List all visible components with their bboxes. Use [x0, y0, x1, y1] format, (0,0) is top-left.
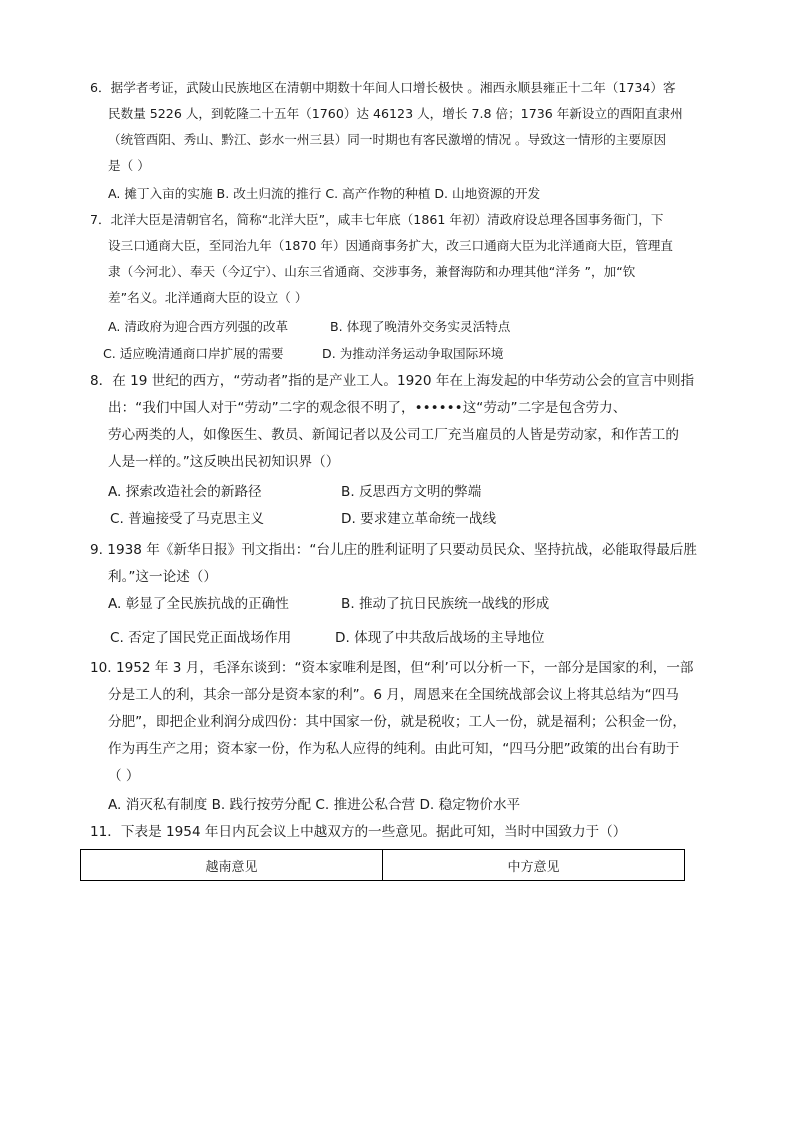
- q9-line-1: 9. 1938 年《新华日报》刊文指出：“台儿庄的胜利证明了只要动员民众、坚持抗战，必能取得最后胜: [90, 542, 697, 558]
- q10-line-1: 10. 1952 年 3 月，毛泽东谈到：“资本家唯利是图，但“利’可以分析一下，一部分是国家的利，一部: [90, 660, 694, 676]
- q6-line-3: （统管酉阳、秀山、黔江、彭水一州三县）同一时期也有客民激增的情况 。导致这一情形的主要原因: [108, 132, 667, 147]
- q8-line-1: 8．在 19 世纪的西方，“劳动者”指的是产业工人。1920 年在上海发起的中华劳动公会的宣言中则指: [90, 373, 695, 389]
- q9-option-d: D. 体现了中共敌后战场的主导地位: [335, 630, 545, 646]
- q9-option-a: A. 彰显了全民族抗战的正确性: [108, 596, 289, 612]
- q10-line-2: 分是工人的利，其余一部分是资本家的利”。6 月，周恩来在全国统战部会议上将其总结为“四马: [108, 687, 679, 703]
- q8-line-2: 出：“我们中国人对于“劳动”二字的观念很不明了，••••••这“劳动”二字是包含劳力、: [108, 400, 627, 416]
- q7-option-b: B. 体现了晚清外交务实灵活特点: [330, 319, 511, 334]
- q11-line-1: 11．下表是 1954 年日内瓦会议上中越双方的一些意见。据此可知，当时中国致力于（）: [90, 824, 627, 840]
- q7-option-d: D. 为推动洋务运动争取国际环境: [322, 346, 504, 361]
- table-header-china: 中方意见: [383, 850, 685, 881]
- q10-line-3: 分肥”，即把企业利润分成四份：其中国家一份，就是税收；工人一份，就是福利；公积金一份，: [108, 714, 686, 730]
- q8-line-3: 劳心两类的人，如像医生、教员、新闻记者以及公司工厂充当雇员的人皆是劳动家，和作苦工的: [108, 427, 679, 443]
- q7-option-c: C. 适应晚清通商口岸扩展的需要: [103, 346, 284, 361]
- table-header-vietnam: 越南意见: [81, 850, 383, 881]
- q8-option-a: A. 探索改造社会的新路径: [108, 484, 262, 500]
- q10-line-4: 作为再生产之用；资本家一份，作为私人应得的纯利。由此可知，“四马分肥”政策的出台有助于: [108, 741, 680, 757]
- q9-line-2: 利。”这一论述（）: [108, 569, 217, 585]
- q10-options: A. 消灭私有制度 B. 践行按劳分配 C. 推进公私合营 D. 稳定物价水平: [108, 797, 521, 813]
- q8-option-b: B. 反思西方文明的弊端: [341, 484, 482, 500]
- q9-option-b: B. 推动了抗日民族统一战线的形成: [341, 596, 550, 612]
- q6-line-1: 6．据学者考证，武陵山民族地区在清朝中期数十年间人口增长极快 。湘西永顺县雍正十二年（1734）客: [90, 80, 676, 95]
- q10-line-5: （ ）: [108, 768, 140, 784]
- q7-line-1: 7．北洋大臣是清朝官名，简称“北洋大臣”，咸丰七年底（1861 年初）清政府设总理各国事务衙门，下: [90, 212, 664, 227]
- q6-options: A. 摊丁入亩的实施 B. 改土归流的推行 C. 高产作物的种植 D. 山地资源的开发: [108, 186, 541, 201]
- q8-line-4: 人是一样的。”这反映出民初知识界（）: [108, 454, 340, 470]
- q8-option-c: C. 普遍接受了马克思主义: [110, 511, 265, 527]
- q7-line-3: 隶（今河北）、奉天（今辽宁）、山东三省通商、交涉事务，兼督海防和办理其他“洋务 ”，加“钦: [108, 264, 636, 279]
- q7-line-4: 差”名义。北洋通商大臣的设立（ ）: [108, 290, 308, 305]
- q7-line-2: 设三口通商大臣，至同治九年（1870 年）因通商事务扩大，改三口通商大臣为北洋通商大臣，管理直: [108, 238, 673, 253]
- table-header-row: [81, 850, 685, 881]
- q7-option-a: A. 清政府为迎合西方列强的改革: [108, 319, 289, 334]
- q6-line-2: 民数量 5226 人，到乾隆二十五年（1760）达 46123 人，增长 7.8 倍；1736 年新设立的酉阳直隶州: [108, 106, 683, 121]
- q9-option-c: C. 否定了国民党正面战场作用: [110, 630, 292, 646]
- q8-option-d: D. 要求建立革命统一战线: [341, 511, 497, 527]
- q6-line-4: 是（ ）: [108, 158, 150, 173]
- opinions-table: [80, 849, 685, 881]
